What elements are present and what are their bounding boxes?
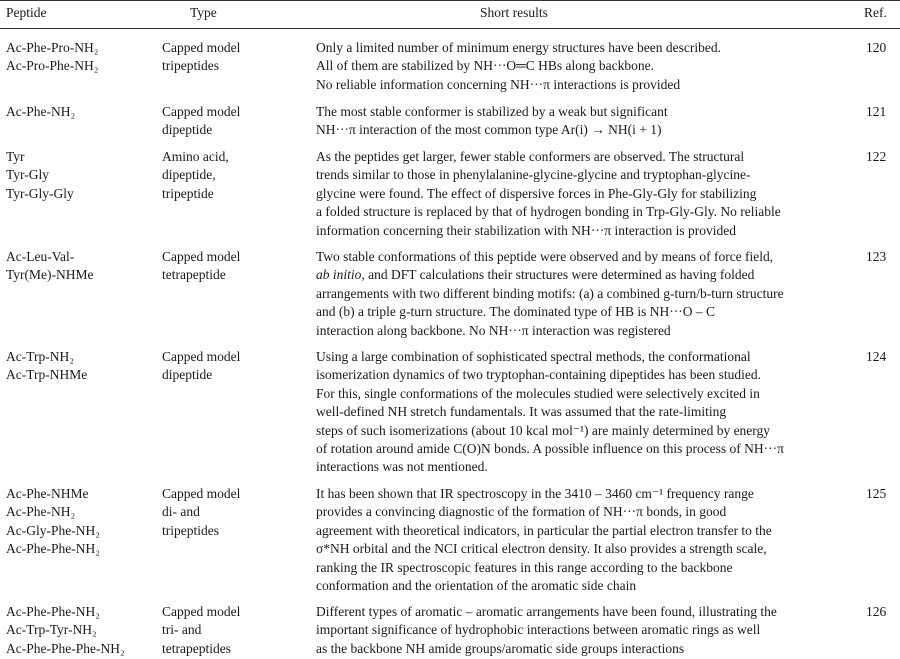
results-line: Two stable conformations of this peptide were observed and by means of force field,: [316, 249, 774, 264]
type-line: dipeptide,: [162, 167, 216, 183]
header-type: Type: [190, 5, 217, 20]
peptide-line: Ac-Phe-NH₂: [6, 104, 76, 119]
type-line: Capped model: [162, 104, 241, 119]
ref-cell: 124: [866, 349, 887, 364]
peptide-cell: [6, 348, 87, 385]
top-rule: [0, 0, 900, 1]
type-line: tetrapeptide: [162, 267, 226, 283]
ref-cell: 121: [866, 104, 887, 119]
ref-cell: 126: [866, 604, 887, 619]
results-line: σ*NH orbital and the NCI critical electron density. It also provides a strength scale,: [316, 541, 767, 557]
header-results: Short results: [480, 5, 548, 20]
type-line: Amino acid,: [162, 149, 229, 164]
peptide-cell: [6, 603, 125, 658]
peptide-line: Ac-Trp-Tyr-NH₂: [6, 622, 97, 638]
results-line: Using a large combination of sophisticated spectral methods, the conformational: [316, 349, 751, 364]
results-cell: [316, 148, 781, 240]
results-line: For this, single conformations of the molecules studied were selectively excited in: [316, 385, 760, 401]
results-line: ab initio, and DFT calculations their structures were determined as having folded: [316, 267, 755, 283]
results-line: interactions was not mentioned.: [316, 459, 488, 475]
peptide-line: Ac-Trp-NHMe: [6, 367, 88, 383]
results-line: All of them are stabilized by NH···O═C HBs along backbone.: [316, 58, 654, 74]
results-cell: [316, 485, 772, 595]
results-line: isomerization dynamics of two tryptophan-containing dipeptides has been studied.: [316, 367, 762, 383]
results-line: provides a convincing diagnostic of the formation of NH···π bonds, in good: [316, 504, 727, 520]
results-line: Different types of aromatic – aromatic arrangements have been found, illustrating the: [316, 604, 777, 619]
header-ref: Ref.: [864, 5, 887, 20]
results-line: arrangements with two different binding motifs: (a) a combined g-turn/b-turn structure: [316, 285, 784, 301]
header-rule: [0, 28, 900, 29]
peptide-cell: [6, 103, 75, 121]
type-cell: [162, 603, 240, 658]
type-line: Capped model: [162, 40, 241, 55]
peptide-cell: [6, 485, 100, 559]
results-line: trends similar to those in phenylalanine-glycine-glycine and tryptophan-glycine-: [316, 167, 751, 183]
results-line: glycine were found. The effect of dispersive forces in Phe-Gly-Gly for stabilizing: [316, 185, 757, 201]
type-cell: [162, 103, 240, 140]
results-line: No reliable information concerning NH···π interactions is provided: [316, 76, 681, 92]
type-line: tripeptides: [162, 522, 219, 538]
results-line: interaction along backbone. No NH···π interaction was registered: [316, 322, 671, 338]
peptide-line: Ac-Leu-Val-: [6, 249, 75, 264]
ref-cell: 122: [866, 149, 887, 164]
type-cell: [162, 148, 229, 203]
type-cell: [162, 39, 240, 76]
type-line: tripeptide: [162, 185, 214, 201]
ref-cell: 120: [866, 40, 887, 55]
results-line: conformation and the orientation of the aromatic side chain: [316, 578, 637, 594]
type-cell: [162, 348, 240, 385]
results-line: As the peptides get larger, fewer stable conformers are observed. The structural: [316, 149, 745, 164]
results-cell: [316, 603, 777, 658]
results-line: The most stable conformer is stabilized by a weak but significant: [316, 104, 668, 119]
peptide-line: Ac-Phe-Phe-Phe-NH₂: [6, 640, 125, 656]
peptide-line: Ac-Phe-NH₂: [6, 504, 76, 520]
peptide-line: Ac-Phe-NHMe: [6, 486, 89, 501]
peptide-line: Ac-Phe-Phe-NH₂: [6, 541, 100, 557]
results-line: and (b) a triple g-turn structure. The dominated type of HB is NH···O – C: [316, 304, 716, 320]
peptide-line: Tyr: [6, 149, 25, 164]
results-cell: [316, 103, 668, 140]
type-line: Capped model: [162, 604, 241, 619]
peptide-cell: [6, 248, 94, 285]
results-line: well-defined NH stretch fundamentals. It was assumed that the rate-limiting: [316, 404, 727, 420]
peptide-line: Ac-Phe-Phe-NH₂: [6, 604, 100, 619]
results-line: It has been shown that IR spectroscopy in the 3410 – 3460 cm⁻¹ frequency range: [316, 486, 754, 501]
type-line: di- and: [162, 504, 200, 520]
peptide-line: Ac-Trp-NH₂: [6, 349, 74, 364]
results-line: NH···π interaction of the most common type Ar(i) → NH(i + 1): [316, 122, 662, 138]
header-peptide: Peptide: [6, 5, 47, 20]
results-cell: [316, 348, 784, 477]
results-line: ranking the IR spectroscopic features in this range according to the backbone: [316, 559, 733, 575]
results-cell: [316, 248, 784, 340]
peptide-cell: [6, 39, 98, 76]
type-line: Capped model: [162, 486, 241, 501]
peptide-line: Tyr-Gly: [6, 167, 50, 183]
type-line: dipeptide: [162, 367, 213, 383]
ref-cell: 125: [866, 486, 887, 501]
results-cell: [316, 39, 721, 94]
results-line: steps of such isomerizations (about 10 kcal mol⁻¹) are mainly determined by energy: [316, 422, 771, 438]
type-line: Capped model: [162, 249, 241, 264]
peptide-line: Tyr(Me)-NHMe: [6, 267, 94, 283]
type-line: dipeptide: [162, 122, 213, 138]
peptide-line: Ac-Gly-Phe-NH₂: [6, 522, 100, 538]
results-line: information concerning their stabilization with NH···π interaction is provided: [316, 222, 736, 238]
results-line: as the backbone NH amide groups/aromatic side groups interactions: [316, 640, 685, 656]
results-line: agreement with theoretical indicators, in particular the partial electron transfer to the: [316, 522, 772, 538]
type-line: tri- and: [162, 622, 202, 638]
peptide-line: Ac-Phe-Pro-NH₂: [6, 40, 99, 55]
peptide-line: Tyr-Gly-Gly: [6, 185, 74, 201]
type-cell: [162, 248, 240, 285]
type-line: Capped model: [162, 349, 241, 364]
peptide-line: Ac-Pro-Phe-NH₂: [6, 58, 99, 74]
results-line: Only a limited number of minimum energy structures have been described.: [316, 40, 722, 55]
type-line: tetrapeptides: [162, 640, 231, 656]
ref-cell: 123: [866, 249, 887, 264]
peptide-cell: [6, 148, 74, 203]
results-line: of rotation around amide C(O)N bonds. A possible influence on this process of NH···π: [316, 441, 784, 457]
type-cell: [162, 485, 240, 540]
results-line: important significance of hydrophobic interactions between aromatic rings as well: [316, 622, 761, 638]
type-line: tripeptides: [162, 58, 219, 74]
results-line: a folded structure is replaced by that of hydrogen bonding in Trp-Gly-Gly. No reliable: [316, 204, 781, 220]
